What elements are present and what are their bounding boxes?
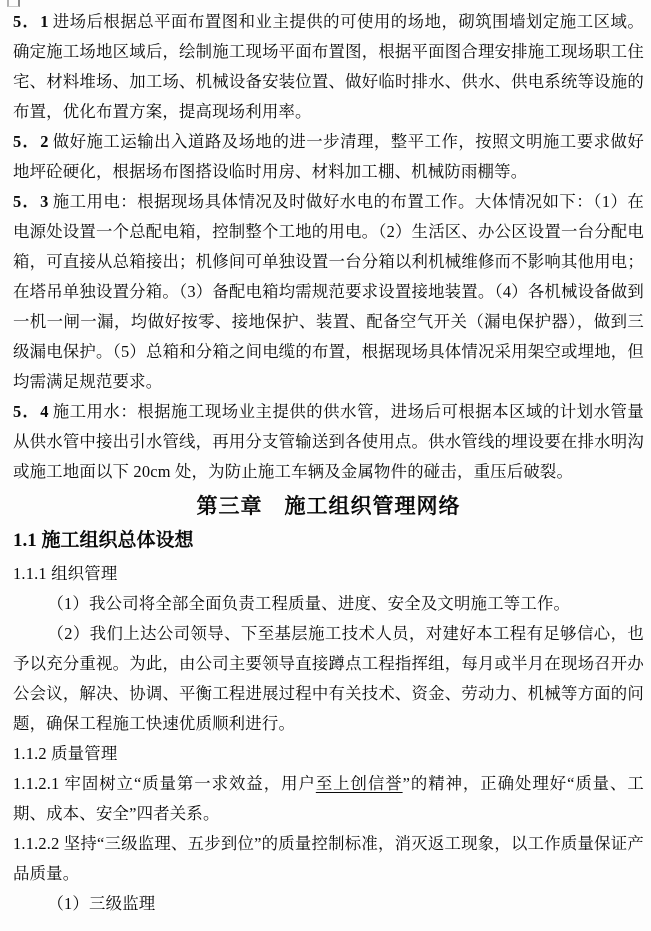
paragraph-5-2-text: 做好施工运输出入道路及场地的进一步清理，整平工作，按照文明施工要求做好地坪砼硬化，根据场布图搭设临时用房、材料加工棚、机械防雨棚等。 bbox=[13, 132, 644, 181]
paragraph-5-2-number: 5．2 bbox=[13, 132, 50, 151]
paragraph-5-2 bbox=[13, 127, 644, 187]
chapter-heading: 第三章 施工组织管理网络 bbox=[196, 494, 461, 518]
page-corner-artifact bbox=[7, 0, 20, 7]
paragraph-1-1-2-2: 1.1.2.2 坚持“三级监理、五步到位”的质量控制标准，消灭返工现象，以工作质量保证产品质量。 bbox=[13, 834, 644, 883]
paragraph-5-4-number: 5．4 bbox=[13, 402, 50, 421]
subheading-1-1-2: 1.1.2 质量管理 bbox=[13, 744, 118, 763]
paragraph-1-1-2-1-text: 1.1.2.1 牢固树立“质量第一求效益，用户 bbox=[13, 774, 316, 793]
list-item-2: （2）我们上达公司领导、下至基层施工技术人员，对建好本工程有足够信心，也予以充分重视。为此，由公司主要领导直接蹲点工程指挥组，每月或半月在现场召开办公会议，解决、协调、平衡工程进展过程中有关技术、资金、劳动力、机械等方面的问题，确保工程施工快速优质顺利进行。 bbox=[13, 624, 644, 733]
paragraph-5-1 bbox=[13, 7, 644, 127]
subheading-1-1-1: 1.1.1 组织管理 bbox=[13, 564, 118, 583]
paragraph-1-1-2-1 bbox=[13, 769, 644, 829]
list-item-3: （1）三级监理 bbox=[47, 894, 156, 913]
section-heading-1-1: 1.1 施工组织总体设想 bbox=[13, 530, 194, 551]
underlined-phrase: 至上创信誉 bbox=[315, 774, 403, 793]
paragraph-5-3 bbox=[13, 187, 644, 397]
list-item-1: （1）我公司将全部全面负责工程质量、进度、安全及文明施工等工作。 bbox=[47, 594, 571, 613]
paragraph-5-3-number: 5．3 bbox=[13, 192, 50, 211]
paragraph-5-4 bbox=[13, 397, 644, 487]
paragraph-5-3-text: 施工用电：根据现场具体情况及时做好水电的布置工作。大体情况如下：（1）在电源处设置一个总配电箱，控制整个工地的用电。（2）生活区、办公区设置一台分配电箱，可直接从总箱接出；机修间可单独设置一台分箱以利机械维修而不影响其他用电；在塔吊单独设置分箱。（3）备配电箱均需规范要求设置接地装置。（4）各机械设备做到一机一闸一漏，均做好按零、接地保护、装置、配备空气开关（漏电保护器），做到三级漏电保护。（5）总箱和分箱之间电缆的布置，根据现场具体情况采用架空或埋地，但均需满足规范要求。 bbox=[13, 192, 645, 391]
paragraph-5-1-number: 5．1 bbox=[13, 12, 50, 31]
paragraph-5-4-text: 施工用水：根据施工现场业主提供的供水管，进场后可根据本区域的计划水管量从供水管中接出引水管线，再用分支管输送到各使用点。供水管线的埋设要在排水明沟或施工地面以下 20cm 处，为防止施工车辆及金属物件的碰击，重压后破裂。 bbox=[13, 402, 644, 481]
paragraph-5-1-text: 进场后根据总平面布置图和业主提供的可使用的场地，砌筑围墙划定施工区域。确定施工场地区域后，绘制施工现场平面布置图，根据平面图合理安排施工现场职工住宅、材料堆场、加工场、机械设备安装位置、做好临时排水、供水、供电系统等设施的布置，优化布置方案，提高现场利用率。 bbox=[13, 12, 644, 121]
paragraph-1-1-2-1-text-tail: ”的精神，正确处理好“质量、工期、成本、安全”四者关系。 bbox=[13, 774, 644, 823]
